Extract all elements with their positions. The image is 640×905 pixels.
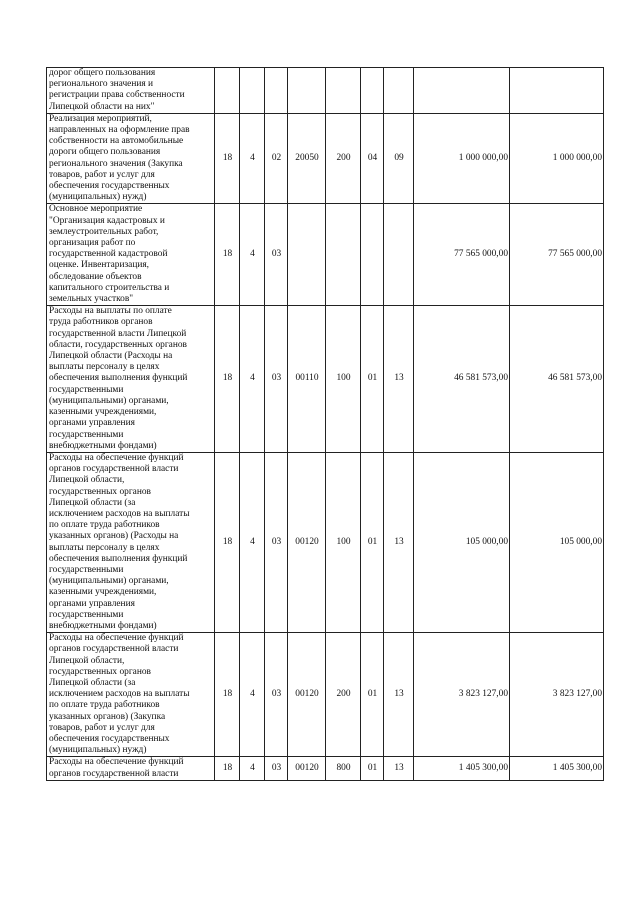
row-amount-2 bbox=[510, 68, 604, 114]
row-code-3: 02 bbox=[265, 113, 288, 204]
table-row bbox=[47, 633, 604, 757]
row-amount-1: 77 565 000,00 bbox=[414, 204, 510, 306]
row-code-7 bbox=[384, 68, 414, 114]
row-code-6: 04 bbox=[361, 113, 384, 204]
row-code-3: 03 bbox=[265, 306, 288, 453]
table-row bbox=[47, 113, 604, 204]
row-amount-1 bbox=[414, 68, 510, 114]
row-amount-1: 1 000 000,00 bbox=[414, 113, 510, 204]
row-name: Расходы на обеспечение функций органов государственной власти bbox=[47, 757, 215, 780]
row-code-5 bbox=[326, 68, 361, 114]
row-amount-1: 105 000,00 bbox=[414, 452, 510, 632]
row-code-1: 18 bbox=[215, 757, 240, 780]
row-amount-2: 46 581 573,00 bbox=[510, 306, 604, 453]
row-code-5: 100 bbox=[326, 306, 361, 453]
budget-table-body bbox=[47, 68, 604, 781]
row-code-6 bbox=[361, 68, 384, 114]
row-code-1: 18 bbox=[215, 113, 240, 204]
table-row bbox=[47, 306, 604, 453]
table-row bbox=[47, 68, 604, 114]
row-code-1: 18 bbox=[215, 306, 240, 453]
row-code-5 bbox=[326, 204, 361, 306]
row-code-1: 18 bbox=[215, 452, 240, 632]
row-code-2: 4 bbox=[240, 757, 265, 780]
row-code-7: 09 bbox=[384, 113, 414, 204]
row-code-1 bbox=[215, 68, 240, 114]
row-code-2: 4 bbox=[240, 452, 265, 632]
table-row bbox=[47, 204, 604, 306]
row-code-3: 03 bbox=[265, 452, 288, 632]
row-code-6: 01 bbox=[361, 633, 384, 757]
row-code-4: 00120 bbox=[288, 757, 326, 780]
row-code-7: 13 bbox=[384, 452, 414, 632]
row-code-4 bbox=[288, 68, 326, 114]
row-code-5: 100 bbox=[326, 452, 361, 632]
row-code-2: 4 bbox=[240, 204, 265, 306]
row-code-6: 01 bbox=[361, 306, 384, 453]
row-code-6: 01 bbox=[361, 757, 384, 780]
row-amount-2: 77 565 000,00 bbox=[510, 204, 604, 306]
row-name: Расходы на обеспечение функций органов государственной власти Липецкой области, государственных органов Липецкой области (за исключением расходов на выплаты по оплате труда работников указанных органов) (Закупка товаров, работ и услуг для обеспечения государственных (муниципальных) нужд) bbox=[47, 633, 215, 757]
row-code-3: 03 bbox=[265, 633, 288, 757]
row-code-4: 00120 bbox=[288, 633, 326, 757]
row-code-2: 4 bbox=[240, 306, 265, 453]
row-amount-2: 1 405 300,00 bbox=[510, 757, 604, 780]
table-row bbox=[47, 757, 604, 780]
row-code-1: 18 bbox=[215, 204, 240, 306]
budget-table bbox=[46, 67, 604, 781]
row-code-6: 01 bbox=[361, 452, 384, 632]
row-code-3 bbox=[265, 68, 288, 114]
row-code-6 bbox=[361, 204, 384, 306]
row-code-4 bbox=[288, 204, 326, 306]
row-code-7: 13 bbox=[384, 306, 414, 453]
row-code-7: 13 bbox=[384, 757, 414, 780]
row-amount-2: 105 000,00 bbox=[510, 452, 604, 632]
row-amount-1: 3 823 127,00 bbox=[414, 633, 510, 757]
row-code-5: 200 bbox=[326, 113, 361, 204]
row-code-5: 800 bbox=[326, 757, 361, 780]
row-code-4: 00120 bbox=[288, 452, 326, 632]
row-code-2 bbox=[240, 68, 265, 114]
row-name: Реализация мероприятий, направленных на оформление прав собственности на автомобильные дороги общего пользования регионального значения (Закупка товаров, работ и услуг для обеспечения государственных (муниципальных) нужд) bbox=[47, 113, 215, 204]
row-code-4: 00110 bbox=[288, 306, 326, 453]
row-code-7: 13 bbox=[384, 633, 414, 757]
row-amount-2: 3 823 127,00 bbox=[510, 633, 604, 757]
row-code-1: 18 bbox=[215, 633, 240, 757]
row-code-3: 03 bbox=[265, 204, 288, 306]
row-amount-1: 1 405 300,00 bbox=[414, 757, 510, 780]
row-code-4: 20050 bbox=[288, 113, 326, 204]
row-code-2: 4 bbox=[240, 633, 265, 757]
row-name: Расходы на выплаты по оплате труда работников органов государственной власти Липецкой области, государственных органов Липецкой области (Расходы на выплаты персоналу в целях обеспечения выполнения функций государственными (муниципальными) органами, казенными учреждениями, органами управления государственными внебюджетными фондами) bbox=[47, 306, 215, 453]
table-row bbox=[47, 452, 604, 632]
row-code-7 bbox=[384, 204, 414, 306]
row-code-5: 200 bbox=[326, 633, 361, 757]
row-code-2: 4 bbox=[240, 113, 265, 204]
row-name: дорог общего пользования регионального значения и регистрации права собственности Липецкой области на них" bbox=[47, 68, 215, 114]
row-amount-2: 1 000 000,00 bbox=[510, 113, 604, 204]
row-name: Расходы на обеспечение функций органов государственной власти Липецкой области, государственных органов Липецкой области (за исключением расходов на выплаты по оплате труда работников указанных органов) (Расходы на выплаты персоналу в целях обеспечения выполнения функций государственными (муниципальными) органами, казенными учреждениями, органами управления государственными внебюджетными фондами) bbox=[47, 452, 215, 632]
row-amount-1: 46 581 573,00 bbox=[414, 306, 510, 453]
row-code-3: 03 bbox=[265, 757, 288, 780]
row-name: Основное мероприятие "Организация кадастровых и землеустроительных работ, организация работ по государственной кадастровой оценке. Инвентаризация, обследование объектов капитального строительства и земельных участков" bbox=[47, 204, 215, 306]
